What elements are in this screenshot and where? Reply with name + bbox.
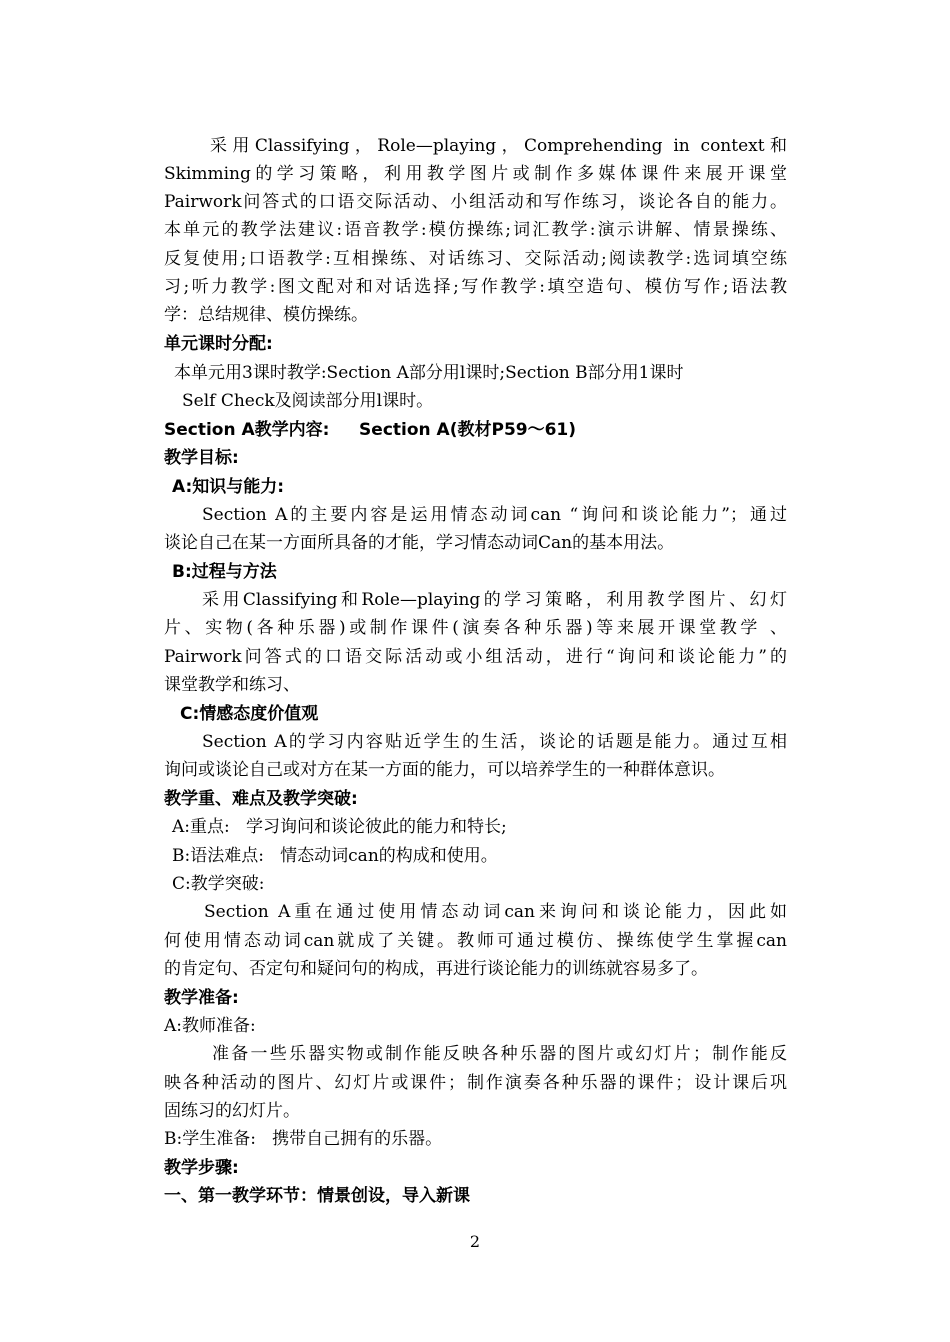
paragraph-line: 习;听力教学:图文配对和对话选择;写作教学:填空造句、模仿写作;语法教 (164, 277, 787, 297)
paragraph-line: 固练习的幻灯片。 (164, 1101, 300, 1121)
page-number: 2 (469, 1232, 481, 1251)
subsection-heading: C:情感态度价值观 (180, 704, 319, 724)
section-heading: 一、第一教学环节：情景创设，导入新课 (164, 1186, 470, 1206)
paragraph-line: Pairwork问答式的口语交际活动或小组活动，进行“询问和谈论能力”的 (164, 647, 787, 667)
paragraph-line: C:教学突破: (172, 874, 265, 894)
paragraph-line: 的肯定句、否定句和疑问句的构成，再进行谈论能力的训练就容易多了。 (164, 959, 708, 979)
paragraph-line: Skimming的学习策略，利用教学图片或制作多媒体课件来展开课堂 (164, 164, 787, 184)
paragraph-line: 询问或谈论自己或对方在某一方面的能力，可以培养学生的一种群体意识。 (164, 760, 725, 780)
paragraph-line: A:重点: 学习询问和谈论彼此的能力和特长; (172, 817, 507, 837)
paragraph-line: A:教师准备: (164, 1016, 256, 1036)
paragraph-line: Self Check及阅读部分用l课时。 (182, 391, 434, 411)
paragraph-line: 课堂教学和练习、 (164, 675, 300, 695)
paragraph-line: 学：总结规律、模仿操练。 (164, 305, 368, 325)
paragraph-line: 映各种活动的图片、幻灯片或课件；制作演奏各种乐器的课件；设计课后巩 (164, 1073, 787, 1093)
paragraph-line: Section A的主要内容是运用情态动词can “询问和谈论能力”；通过 (202, 505, 787, 525)
section-heading: Section A教学内容: Section A(教材P59～61) (164, 420, 577, 440)
paragraph-line: 何使用情态动词can就成了关键。教师可通过模仿、操练使学生掌握can (164, 931, 787, 951)
section-heading: 教学准备: (164, 988, 239, 1008)
subsection-heading: A:知识与能力: (172, 477, 285, 497)
paragraph-line: 本单元的教学法建议:语音教学:模仿操练;词汇教学:演示讲解、情景操练、 (164, 220, 787, 240)
section-heading: 教学目标: (164, 448, 239, 468)
paragraph-line: 采用Classifying，Role—playing，Comprehending in context和 (210, 136, 787, 156)
paragraph-line: 反复使用;口语教学:互相操练、对话练习、交际活动;阅读教学:选词填空练 (164, 249, 787, 269)
paragraph-line: 谈论自己在某一方面所具备的才能，学习情态动词Can的基本用法。 (164, 533, 675, 553)
subsection-heading: B:过程与方法 (172, 562, 277, 582)
paragraph-line: 采用Classifying和Role—playing的学习策略，利用教学图片、幻灯 (202, 590, 787, 610)
section-heading: 教学重、难点及教学突破: (164, 789, 358, 809)
paragraph-line: Section A重在通过使用情态动词can来询问和谈论能力，因此如 (204, 902, 787, 922)
paragraph-line: Section A的学习内容贴近学生的生活，谈论的话题是能力。通过互相 (202, 732, 787, 752)
paragraph-line: 准备一些乐器实物或制作能反映各种乐器的图片或幻灯片；制作能反 (212, 1044, 787, 1064)
section-heading: 教学步骤: (164, 1158, 239, 1178)
paragraph-line: 本单元用3课时教学:Section A部分用l课时;Section B部分用1课时 (174, 363, 684, 383)
paragraph-line: B:学生准备: 携带自己拥有的乐器。 (164, 1129, 443, 1149)
section-heading: 单元课时分配: (164, 334, 273, 354)
paragraph-line: Pairwork问答式的口语交际活动、小组活动和写作练习，谈论各自的能力。 (164, 192, 787, 212)
paragraph-line: 片、实物(各种乐器)或制作课件(演奏各种乐器)等来展开课堂教学 、 (164, 618, 787, 638)
paragraph-line: B:语法难点: 情态动词can的构成和使用。 (172, 846, 498, 866)
